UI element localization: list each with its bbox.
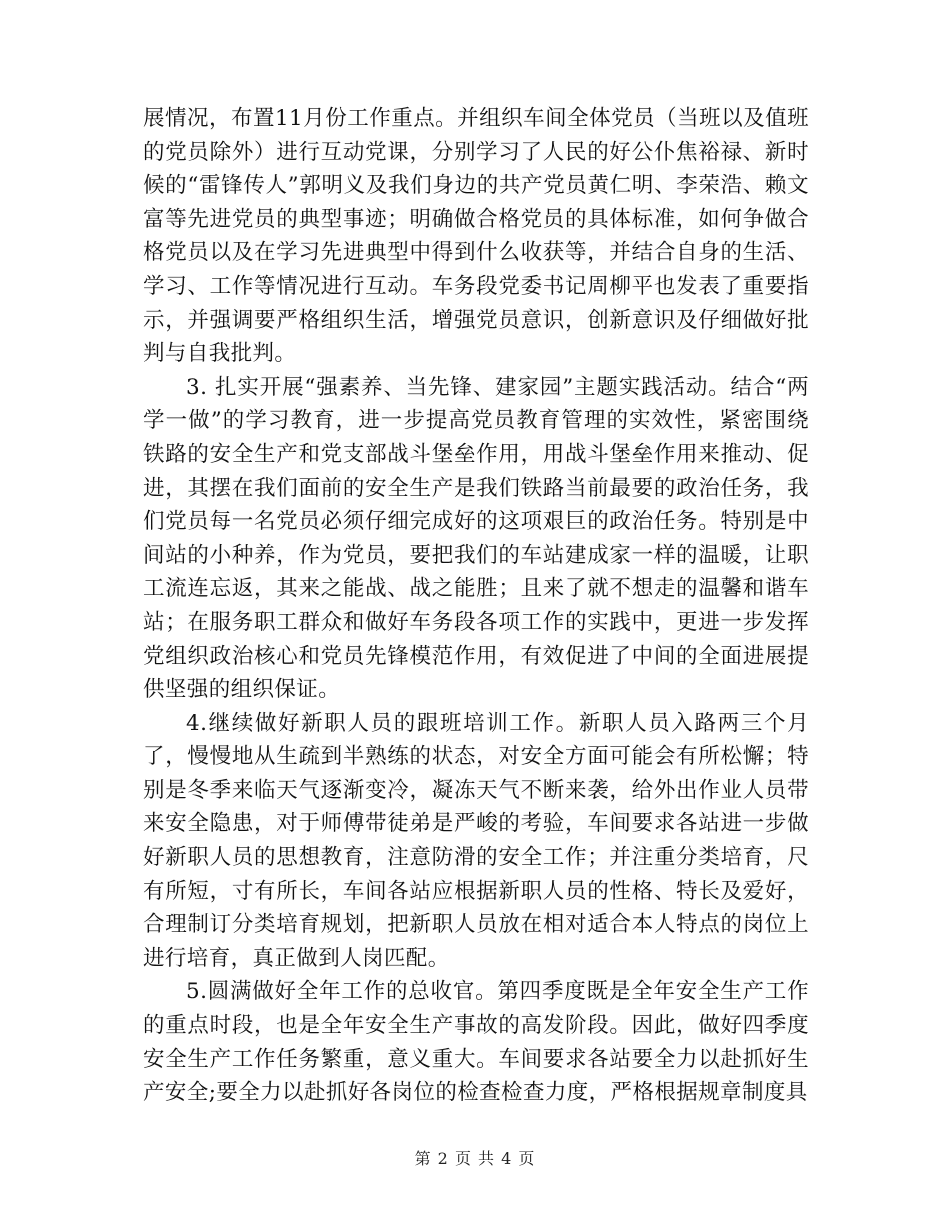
paragraph-item-4: 4.继续做好新职人员的跟班培训工作。新职人员入路两三个月了，慢慢地从生疏到半熟练的状态，对安全方面可能会有所松懈；特别是冬季来临天气逐渐变冷，凝冻天气不断来袭，给外出作业人员带来安全隐患，对于师傅带徒弟是严峻的考验，车间要求各站进一步做好新职人员的思想教育，注意防滑的安全工作；并注重分类培育，尺有所短，寸有所长，车间各站应根据新职人员的性格、特长及爱好，合理制订分类培育规划，把新职人员放在相对适合本人特点的岗位上进行培育，真正做到人岗匹配。 bbox=[143, 710, 809, 971]
paragraph-item-3: 3. 扎实开展“强素养、当先锋、建家园”主题实践活动。结合“两学一做”的学习教育，进一步提高党员教育管理的实效性，紧密围绕铁路的安全生产和党支部战斗堡垒作用，用战斗堡垒作用来推动、促进，其摆在我们面前的安全生产是我们铁路当前最要的政治任务，我们党员每一名党员必须仔细完成好的这项艰巨的政治任务。特别是中间站的小种养，作为党员，要把我们的车站建成家一样的温暖，让职工流连忘返，其来之能战、战之能胜；且来了就不想走的温馨和谐车站；在服务职工群众和做好车务段各项工作的实践中，更进一步发挥党组织政治核心和党员先锋模范作用，有效促进了中间的全面进展提供坚强的组织保证。 bbox=[143, 374, 809, 703]
paragraph-continuation: 展情况，布置11月份工作重点。并组织车间全体党员（当班以及值班的党员除外）进行互动党课，分别学习了人民的好公仆焦裕禄、新时候的“雷锋传人”郭明义及我们身边的共产党员黄仁明、李荣浩、赖文富等先进党员的典型事迹；明确做合格党员的具体标准，如何争做合格党员以及在学习先进典型中得到什么收获等，并结合自身的生活、学习、工作等情况进行互动。车务段党委书记周柳平也发表了重要指示，并强调要严格组织生活，增强党员意识，创新意识及仔细做好批判与自我批判。 bbox=[143, 106, 809, 367]
page-footer bbox=[0, 1148, 950, 1170]
page-number-label: 第 2 页 共 4 页 bbox=[414, 1149, 536, 1168]
paragraph-item-5: 5.圆满做好全年工作的总收官。第四季度既是全年安全生产工作的重点时段，也是全年安全生产事故的高发阶段。因此，做好四季度安全生产工作任务繁重，意义重大。车间要求各站要全力以赴抓好生产安全;要全力以赴抓好各岗位的检查检查力度，严格根据规章制度具 bbox=[143, 979, 809, 1106]
document-body bbox=[143, 102, 809, 1110]
